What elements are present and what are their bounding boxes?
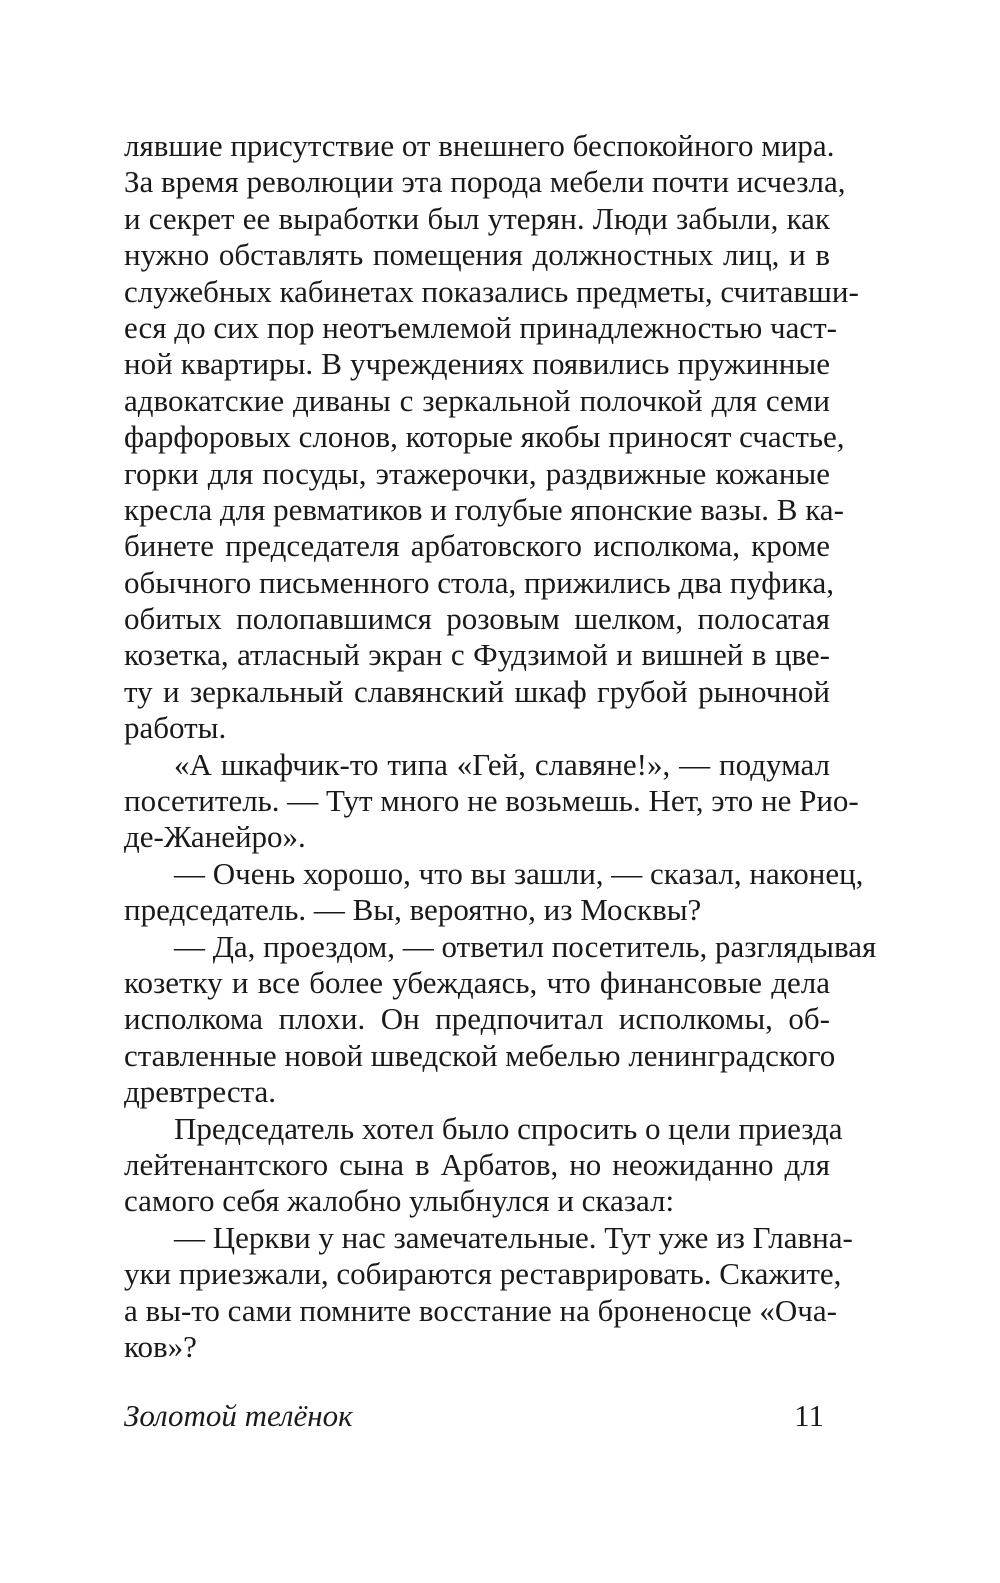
text-line: ту и зеркальный славянский шкаф грубой рыночной <box>124 673 830 709</box>
text-line: служебных кабинетах показались предметы, считавши- <box>124 273 859 309</box>
text-line: лейтенантского сына в Арбатов, но неожиданно для <box>124 1146 830 1182</box>
text-line: — Очень хорошо, что вы зашли, — сказал, наконец, <box>174 855 864 891</box>
text-line: лявшие присутствие от внешнего беспокойного мира. <box>124 128 835 163</box>
text-line: адвокатские диваны с зеркальной полочкой для семи <box>124 382 830 418</box>
text-line: самого себя жалобно улыбнулся и сказал: <box>124 1183 675 1219</box>
text-line: уки приезжали, собираются реставрировать. Скажите, <box>124 1256 842 1292</box>
text-line: еся до сих пор неотъемлемой принадлежностью част- <box>124 309 837 345</box>
text-line: посетитель. — Тут много не возьмешь. Нет, это не Рио- <box>124 783 859 819</box>
text-line: а вы-то сами помните восстание на броненосце «Оча- <box>124 1292 837 1328</box>
text-line: — Да, проездом, — ответил посетитель, разглядывая <box>174 928 877 964</box>
text-line: козетка, атласный экран с Фудзимой и вишней в цве- <box>124 637 830 673</box>
page-footer <box>124 1396 830 1436</box>
text-line: исполкома плохи. Он предпочитал исполкомы, об- <box>124 1001 830 1037</box>
text-line: ной квартиры. В учреждениях появились пружинные <box>124 346 830 382</box>
paragraph-1 <box>124 128 859 747</box>
text-line: обычного письменного стола, прижились два пуфика, <box>124 564 835 600</box>
text-line: обитых полопавшимся розовым шелком, полосатая <box>124 601 830 637</box>
text-line: — Церкви у нас замечательные. Тут уже из Главна- <box>174 1219 853 1255</box>
text-line: кресла для ревматиков и голубые японские вазы. В ка- <box>124 491 844 527</box>
text-line: ставленные новой шведской мебелью ленинградского <box>124 1037 836 1073</box>
text-line: ков»? <box>124 1328 197 1364</box>
text-line: За время революции эта порода мебели почти исчезла, <box>124 164 846 200</box>
paragraph-2 <box>124 746 859 856</box>
paragraph-5 <box>124 1110 843 1220</box>
paragraph-4 <box>124 928 877 1111</box>
paragraph-6 <box>124 1219 853 1366</box>
text-line: де-Жанейро». <box>124 819 306 855</box>
text-line: нужно обставлять помещения должностных лиц, и в <box>124 237 830 273</box>
text-line: горки для посуды, этажерочки, раздвижные кожаные <box>124 455 830 491</box>
page-number: 11 <box>794 1398 824 1433</box>
text-line: козетку и все более убеждаясь, что финансовые дела <box>124 964 830 1000</box>
text-line: и секрет ее выработки был утерян. Люди забыли, как <box>124 200 830 236</box>
running-title: Золотой телёнок <box>124 1398 353 1433</box>
text-line: Председатель хотел было спросить о цели приезда <box>174 1110 843 1146</box>
text-line: председатель. — Вы, вероятно, из Москвы? <box>124 892 702 928</box>
text-line: работы. <box>124 710 227 746</box>
text-line: фарфоровых слонов, которые якобы приносят счастье, <box>124 419 845 455</box>
text-line: «А шкафчик-то типа «Гей, славяне!», — подумал <box>174 746 830 782</box>
body-text <box>124 128 877 1365</box>
text-line: древтреста. <box>124 1074 277 1110</box>
paragraph-3 <box>124 855 864 929</box>
text-line: бинете председателя арбатовского исполкома, кроме <box>124 528 830 564</box>
